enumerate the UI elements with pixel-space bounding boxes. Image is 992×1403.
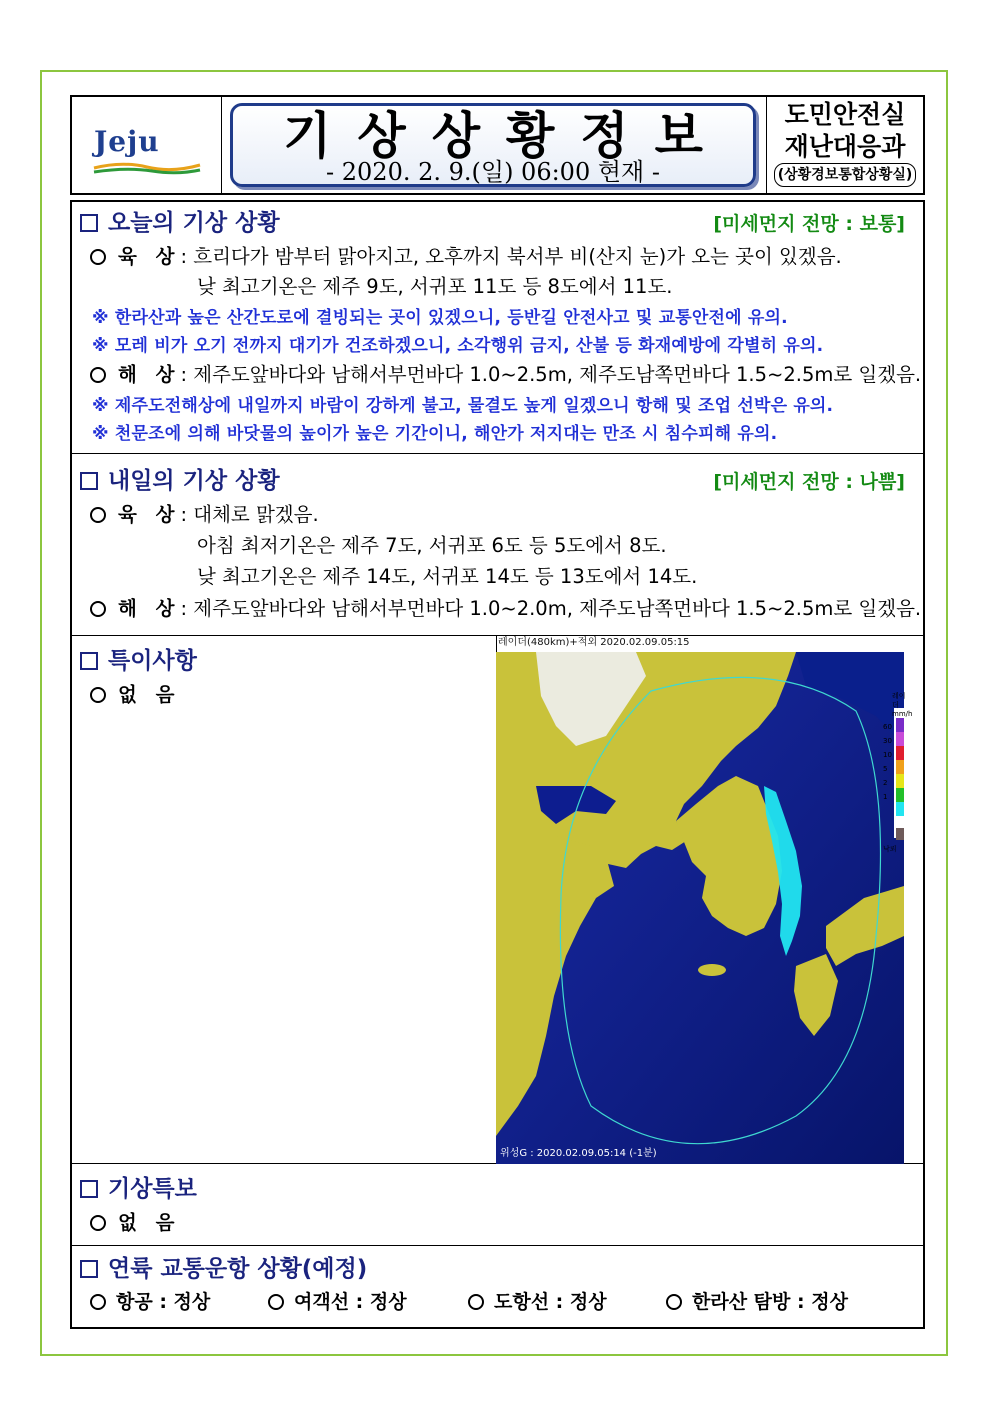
checkbox-square-icon [80, 652, 98, 670]
office-name: (상황경보통합상황실) [774, 163, 917, 187]
title-banner [230, 103, 756, 187]
legend-lightning: 낙뢰 [883, 845, 897, 853]
transport-air: 항공 : 정상 [90, 1288, 210, 1316]
map-caption-bottom: 위성G : 2020.02.09.05:14 (-1분) [500, 1148, 657, 1159]
warning-title: 기상특보 [80, 1174, 197, 1204]
warning-section [72, 1164, 923, 1246]
checkbox-square-icon [80, 1260, 98, 1278]
document-header [70, 95, 925, 195]
tomorrow-section [72, 454, 923, 636]
transport-hallasan: 한라산 탐방 : 정상 [666, 1288, 848, 1316]
legend-value: 30 [883, 737, 892, 745]
circle-bullet-icon [90, 1215, 106, 1231]
today-land-line: 육 상: 흐리다가 밤부터 맑아지고, 오후까지 북서부 비(산지 눈)가 오는 곳이 있겠음. [90, 242, 842, 272]
circle-bullet-icon [90, 367, 106, 383]
department-cell [766, 97, 923, 193]
tomorrow-max-temp: 낮 최고기온은 제주 14도, 서귀포 14도 등 13도에서 14도. [197, 565, 698, 588]
special-title: 특이사항 [80, 646, 197, 676]
circle-bullet-icon [90, 249, 106, 265]
legend-value: 1 [883, 793, 888, 801]
logo-swoosh-icon [92, 159, 202, 175]
logo-cell [72, 97, 222, 193]
tomorrow-pm-outlook: [미세먼지 전망 : 나쁨] [713, 471, 905, 493]
radar-satellite-map [496, 636, 913, 1164]
tomorrow-min-temp: 아침 최저기온은 제주 7도, 서귀포 6도 등 5도에서 8도. [197, 534, 667, 557]
transport-title: 연륙 교통운항 상황(예정) [80, 1254, 367, 1284]
today-note-1: ※ 한라산과 높은 산간도로에 결빙되는 곳이 있겠으니, 등반길 안전사고 및 교통안전에 유의. [92, 308, 788, 328]
circle-bullet-icon [90, 601, 106, 617]
division-name: 재난대응과 [784, 132, 906, 161]
checkbox-square-icon [80, 1180, 98, 1198]
legend-unit: mm/h [892, 710, 913, 718]
legend-value: 10 [883, 751, 892, 759]
map-legend [892, 692, 913, 719]
circle-bullet-icon [90, 687, 106, 703]
today-note-4: ※ 천문조에 의해 바닷물의 높이가 높은 기간이니, 해안가 저지대는 만조 시 침수피해 유의. [92, 424, 778, 444]
transport-island-ferry: 도항선 : 정상 [468, 1288, 607, 1316]
jeju-logo: Jeju [94, 125, 160, 158]
special-item: 없 음 [90, 680, 180, 710]
today-land-temp: 낮 최고기온은 제주 9도, 서귀포 11도 등 8도에서 11도. [197, 275, 673, 298]
today-section [72, 202, 923, 454]
today-note-2: ※ 모레 비가 오기 전까지 대기가 건조하겠으니, 소각행위 금지, 산불 등 화재예방에 각별히 유의. [92, 336, 824, 356]
circle-bullet-icon [468, 1294, 484, 1310]
legend-value: 5 [883, 765, 888, 773]
checkbox-square-icon [80, 214, 98, 232]
content-table [70, 200, 925, 1329]
page-title: 기상상황정보 [283, 107, 729, 165]
department-name: 도민안전실 [784, 100, 906, 129]
radar-image [496, 636, 913, 1164]
today-note-3: ※ 제주도전해상에 내일까지 바람이 강하게 불고, 물결도 높게 일겠으니 항해 및 조업 선박은 유의. [92, 396, 834, 416]
tomorrow-sea-line: 해 상: 제주도앞바다와 남해서부먼바다 1.0~2.0m, 제주도남쪽먼바다 1.5~2.5m로 일겠음. [90, 594, 921, 624]
circle-bullet-icon [268, 1294, 284, 1310]
checkbox-square-icon [80, 472, 98, 490]
tomorrow-title: 내일의 기상 상황 [80, 466, 280, 496]
legend-title: 레이더 [892, 692, 906, 709]
circle-bullet-icon [666, 1294, 682, 1310]
map-caption-top: 레이더(480km)+적외 2020.02.09.05:15 [498, 637, 690, 648]
warning-item: 없 음 [90, 1208, 180, 1238]
circle-bullet-icon [90, 1294, 106, 1310]
transport-ferry: 여객선 : 정상 [268, 1288, 407, 1316]
today-title: 오늘의 기상 상황 [80, 208, 280, 238]
tomorrow-land-line: 육 상: 대체로 맑겠음. [90, 500, 319, 530]
circle-bullet-icon [90, 507, 106, 523]
legend-values [883, 720, 892, 804]
transport-section [72, 1246, 923, 1327]
legend-value: 2 [883, 779, 888, 787]
today-pm-outlook: [미세먼지 전망 : 보통] [713, 213, 905, 235]
legend-value: 60 [883, 723, 892, 731]
today-sea-line: 해 상: 제주도앞바다와 남해서부먼바다 1.0~2.5m, 제주도남쪽먼바다 1.5~2.5m로 일겠음. [90, 360, 921, 390]
page-date: - 2020. 2. 9.(일) 06:00 현재 - [326, 158, 660, 186]
